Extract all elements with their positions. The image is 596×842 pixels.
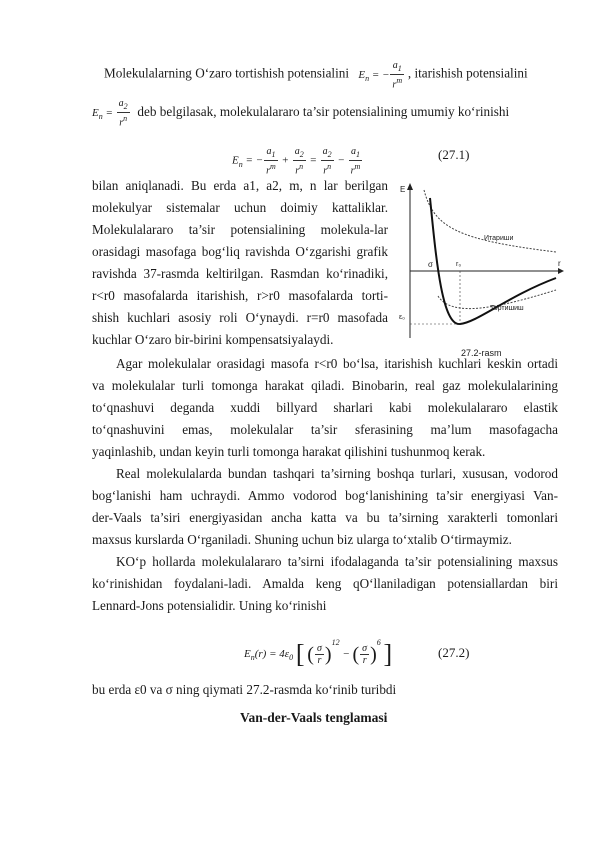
p4-line-2: ko‘rinishidan foydalani-ladi. Amalda keng qO‘llaniladigan potensiallardan biri	[92, 576, 558, 591]
equation-27-2: $E_n(r) = 4\varepsilon_0$ [ ( $\frac{\sigma}{r}$ )$^{12}$ − ( $\frac{\sigma}{r}$ )$^6$ ]	[244, 638, 393, 669]
intro-tail: deb belgilasak, molekulalararo ta’sir potensialining umumiy ko‘rinishi	[137, 103, 510, 119]
p2-line-2: va molekulalar turli tomonga harakat qiladi. Binobarin, real gaz molekulalarining	[92, 378, 558, 393]
body-line-2: molekulyar sistemalar uchun doimiy kattaliklar.	[92, 200, 388, 215]
equation-27-1: $E_n$ = − $\frac{a_1}{r^m}$ + $\frac{a_2}{r^n}$ = $\frac{a_2}{r^n}$ − $\frac{a_1}{r^m}$	[232, 146, 361, 177]
figure-caption: 27.2-rasm	[461, 348, 502, 358]
intro-line-1	[104, 60, 528, 90]
p2-line-3: to‘qnashuvi deganda xuddi billyard sharlari kabi molekulalararo elastik	[92, 400, 558, 415]
p3-line-4: maxsus kurslarda O‘rganiladi. Shuning uchun biz ularga to‘xtalib O‘tirmaymiz.	[92, 532, 512, 547]
figure-label-r: r	[558, 259, 561, 268]
body-line-7: shish kuchlari asosiy roli O‘ynaydi. r=r0 masofada	[92, 310, 388, 325]
figure-label-attraction: Тортишиш	[490, 305, 524, 312]
after-equation-text: bu erda ε0 va σ ning qiymati 27.2-rasmda ko‘rinib turibdi	[92, 682, 397, 697]
body-line-5: ravishda 37-rasmda keltirilgan. Rasmdan ko‘rinadiki,	[92, 266, 388, 281]
body-line-6: r<r0 masofalarda itarishish, r>r0 masofalarda torti-	[92, 288, 388, 303]
equation-27-1-number: (27.1)	[438, 147, 470, 162]
p3-line-1: Real molekulalarda bundan tashqari ta’sirning boshqa turlari, xususan, vodorod	[116, 466, 558, 481]
p3-line-2: bog‘lanishi ham uchraydi. Ammo vodorod bog‘lanishining ta’sir energiyasi Van-	[92, 488, 558, 503]
intro-lead: Molekulalarning O‘zaro tortishish potensialini	[104, 65, 350, 81]
p4-line-1: KO‘p hollarda molekulalararo ta’sirni ifodalaganda ta’sir potensialining maxsus	[116, 554, 558, 569]
body-line-8: kuchlar O‘zaro bir-birini kompensatsiyalaydi.	[92, 332, 334, 347]
body-line-3: Molekulalararo ta’sir potensialining molekula-lar	[92, 222, 388, 237]
figure-label-E: E	[400, 185, 406, 194]
figure-label-r0: r₀	[456, 261, 462, 268]
p4-line-3: Lennard-Jons potensialidir. Uning ko‘rinishi	[92, 598, 327, 613]
body-line-4: orasidagi masofaga bog‘liq ravishda O‘zgarishi grafik	[92, 244, 388, 259]
equation-27-2-number: (27.2)	[438, 645, 470, 660]
repulsion-curve	[424, 190, 556, 252]
p3-line-3: der-Vaals ta’siri energiyasidan ancha katta va bu ta’sirning xarakterli tomonlari	[92, 510, 558, 525]
intro-mid: , itarishish potensialini	[407, 65, 528, 81]
potential-figure	[398, 178, 568, 348]
figure-label-repulsion: Итариши	[484, 235, 514, 242]
section-heading: Van-der-Vaals tenglamasi	[240, 710, 388, 725]
attraction-potential-formula: $E_n$ = − $\frac{a_1}{r^m}$	[358, 60, 403, 91]
intro-line-2	[92, 98, 509, 128]
figure-label-sigma: σ	[428, 260, 433, 269]
repulsion-potential-formula: $E_n$ = $\frac{a_2}{r^n}$	[92, 98, 128, 129]
p2-line-4: to‘qnashuvini emas, molekulalar ta’sir sferasining ma’lum masofagacha	[92, 422, 558, 437]
p2-line-5: yaqinlashib, undan keyin turli tomonga harakat qilishini tushunmoq kerak.	[92, 444, 486, 459]
figure-label-eps0: ε₀	[399, 314, 406, 321]
p2-line-1: Agar molekulalar orasidagi masofa r<r0 bo‘lsa, itarishish kuchlari keskin ortadi	[116, 356, 558, 371]
body-line-1: bilan aniqlanadi. Bu erda a1, a2, m, n lar berilgan	[92, 178, 388, 193]
